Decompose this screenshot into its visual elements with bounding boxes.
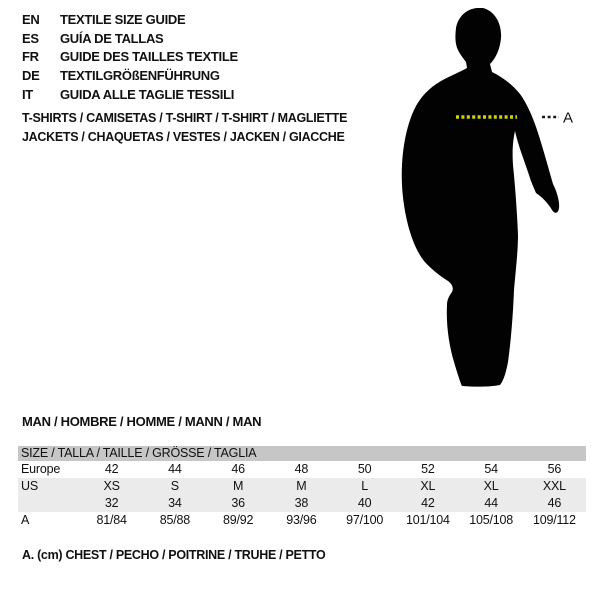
category-block [22, 109, 347, 147]
language-row [22, 11, 238, 30]
section-title-man: MAN / HOMBRE / HOMME / MANN / MAN [22, 414, 262, 429]
size-value-cell: 34 [168, 496, 182, 510]
size-value-cell: 81/84 [96, 513, 127, 527]
language-row [22, 30, 238, 49]
language-code: FR [22, 49, 39, 65]
size-value-cell: 42 [421, 496, 435, 510]
size-value-cell: 36 [231, 496, 245, 510]
language-row [22, 48, 238, 67]
size-value-cell: 44 [168, 462, 182, 476]
size-value-cell: 42 [104, 462, 119, 476]
size-value-cell: 101/104 [405, 513, 450, 527]
language-row [22, 67, 238, 86]
language-code: EN [22, 12, 40, 27]
man-silhouette [402, 8, 559, 387]
size-value-cell: M [233, 479, 244, 493]
language-code: ES [22, 30, 39, 46]
size-row-label: US [21, 479, 38, 493]
size-value-cell: 50 [357, 462, 372, 476]
size-value-cell: 93/96 [286, 513, 317, 527]
size-value-cell: 109/112 [532, 513, 576, 527]
language-list [22, 11, 238, 104]
size-value-cell: L [361, 479, 368, 493]
size-row-label: Europe [21, 462, 61, 476]
size-value-cell: XL [420, 479, 436, 493]
size-value-cell: 38 [294, 496, 309, 510]
size-value-cell: 32 [104, 496, 119, 510]
size-value-cell: 40 [357, 496, 372, 510]
category-tshirts: T-SHIRTS / CAMISETAS / T-SHIRT / T-SHIRT / MAGLIETTE [22, 111, 348, 125]
size-table [18, 446, 586, 529]
size-value-cell: 46 [231, 462, 245, 476]
size-value-cell: 105/108 [469, 513, 514, 527]
measurement-a-label: A [563, 109, 574, 127]
language-row [22, 86, 238, 105]
size-row-label: A [21, 513, 30, 527]
size-table-row [18, 512, 586, 529]
language-label: GUIDA ALLE TAGLIE TESSILI [60, 86, 235, 102]
language-code: IT [22, 86, 33, 102]
size-table-rows [18, 461, 586, 529]
size-table-row [18, 495, 586, 512]
size-value-cell: 54 [484, 462, 498, 476]
size-table-row [18, 478, 586, 495]
language-label: TEXTILGRÖßENFÜHRUNG [60, 68, 220, 84]
language-code: DE [22, 68, 40, 84]
size-value-cell: 97/100 [346, 513, 384, 527]
measurement-footnote: A. (cm) CHEST / PECHO / POITRINE / TRUHE / PETTO [22, 548, 326, 562]
size-value-cell: M [296, 479, 307, 493]
language-label: GUIDE DES TAILLES TEXTILE [60, 49, 238, 65]
size-row-label [18, 495, 80, 512]
size-table-row [18, 461, 586, 478]
size-value-cell: S [170, 479, 179, 493]
size-table-header: SIZE / TALLA / TAILLE / GRÖSSE / TAGLIA [18, 446, 586, 461]
size-value-cell: XL [483, 479, 499, 493]
size-value-cell: 48 [294, 462, 309, 476]
language-label: GUÍA DE TALLAS [60, 30, 164, 46]
size-value-cell: 85/88 [159, 513, 191, 527]
size-value-cell: XXL [542, 479, 566, 493]
size-value-cell: 52 [421, 462, 435, 476]
size-value-cell: 56 [547, 462, 562, 476]
language-label: TEXTILE SIZE GUIDE [60, 12, 186, 27]
category-jackets: JACKETS / CHAQUETAS / VESTES / JACKEN / GIACCHE [22, 130, 345, 144]
size-value-cell: 46 [547, 496, 562, 510]
size-value-cell: 89/92 [222, 513, 254, 527]
size-value-cell: 44 [484, 496, 498, 510]
size-value-cell: XS [103, 479, 120, 493]
